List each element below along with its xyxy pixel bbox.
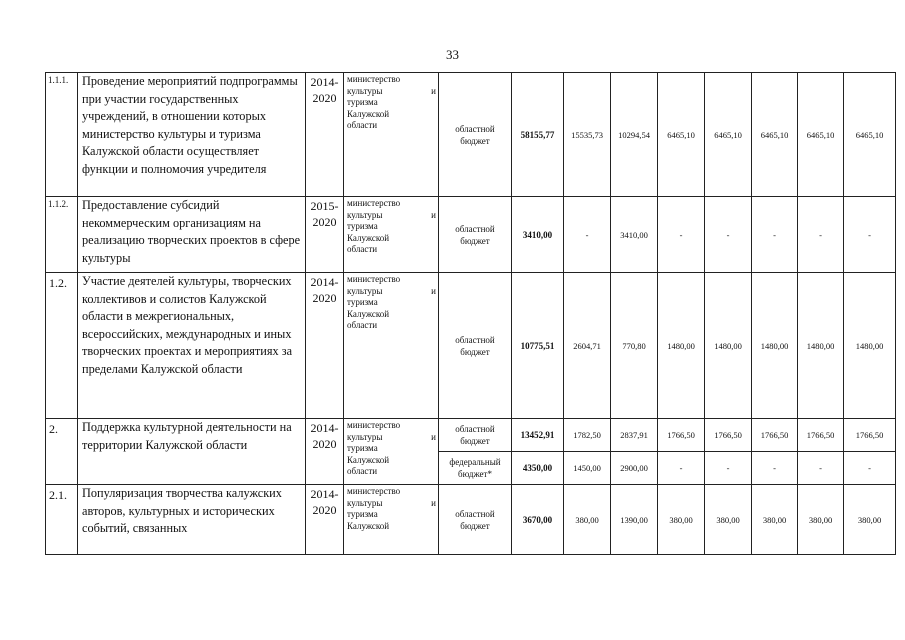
year-amount: 6465,10 xyxy=(705,73,752,197)
activity-title: Популяризация творчества калужских авторов, культурных и исторических событий, связанных xyxy=(78,485,306,555)
row-number: 2. xyxy=(46,419,78,485)
year-amount: 1766,50 xyxy=(798,419,844,452)
funding-source: федеральный бюджет* xyxy=(439,452,512,485)
total-amount: 3670,00 xyxy=(512,485,564,555)
year-amount: 1480,00 xyxy=(844,273,896,419)
year-amount: 380,00 xyxy=(798,485,844,555)
period: 2015- 2020 xyxy=(306,197,344,273)
executor: министерство культуры и туризма Калужской области xyxy=(344,419,439,485)
year-amount: 1480,00 xyxy=(705,273,752,419)
year-amount: - xyxy=(752,452,798,485)
year-amount: 380,00 xyxy=(564,485,611,555)
row-number: 1.2. xyxy=(46,273,78,419)
activity-title: Участие деятелей культуры, творческих коллективов и солистов Калужской области в межрегиональных, всероссийских, международных и иных творческих проектах и мероприятиях за пределами Калужской области xyxy=(78,273,306,419)
total-amount: 58155,77 xyxy=(512,73,564,197)
year-amount: 2604,71 xyxy=(564,273,611,419)
year-amount: 1766,50 xyxy=(752,419,798,452)
year-amount: 6465,10 xyxy=(658,73,705,197)
year-amount: - xyxy=(752,197,798,273)
period: 2014- 2020 xyxy=(306,273,344,419)
year-amount: 15535,73 xyxy=(564,73,611,197)
funding-source: областной бюджет xyxy=(439,273,512,419)
funding-source: областной бюджет xyxy=(439,197,512,273)
year-amount: 1390,00 xyxy=(611,485,658,555)
table-row xyxy=(46,197,896,273)
year-amount: 6465,10 xyxy=(844,73,896,197)
year-amount: - xyxy=(705,452,752,485)
activity-title: Поддержка культурной деятельности на территории Калужской области xyxy=(78,419,306,485)
year-amount: - xyxy=(564,197,611,273)
year-amount: 10294,54 xyxy=(611,73,658,197)
total-amount: 10775,51 xyxy=(512,273,564,419)
year-amount: 1450,00 xyxy=(564,452,611,485)
table-row xyxy=(46,485,896,555)
period: 2014- 2020 xyxy=(306,485,344,555)
period: 2014- 2020 xyxy=(306,73,344,197)
year-amount: 2900,00 xyxy=(611,452,658,485)
year-amount: - xyxy=(658,452,705,485)
year-amount: 380,00 xyxy=(752,485,798,555)
table-row xyxy=(46,73,896,197)
row-number: 1.1.1. xyxy=(46,73,78,197)
funding-source: областной бюджет xyxy=(439,419,512,452)
executor: министерство культуры и туризма Калужской xyxy=(344,485,439,555)
period: 2014- 2020 xyxy=(306,419,344,485)
year-amount: 6465,10 xyxy=(798,73,844,197)
year-amount: - xyxy=(798,197,844,273)
total-amount: 3410,00 xyxy=(512,197,564,273)
year-amount: 1766,50 xyxy=(844,419,896,452)
year-amount: 1480,00 xyxy=(658,273,705,419)
activity-title: Проведение мероприятий подпрограммы при участии государственных учреждений, в отношении которых министерство культуры и туризма Калужской области осуществляет функции и полномочия учредителя xyxy=(78,73,306,197)
year-amount: - xyxy=(658,197,705,273)
page-number: 33 xyxy=(446,47,459,62)
budget-table xyxy=(45,72,896,555)
year-amount: 1766,50 xyxy=(658,419,705,452)
row-number: 2.1. xyxy=(46,485,78,555)
year-amount: 380,00 xyxy=(658,485,705,555)
table-row xyxy=(46,419,896,452)
year-amount: 6465,10 xyxy=(752,73,798,197)
year-amount: 2837,91 xyxy=(611,419,658,452)
year-amount: - xyxy=(844,197,896,273)
table-row xyxy=(46,273,896,419)
year-amount: - xyxy=(798,452,844,485)
year-amount: 1480,00 xyxy=(752,273,798,419)
year-amount: 1766,50 xyxy=(705,419,752,452)
executor: министерство культуры и туризма Калужской области xyxy=(344,73,439,197)
executor: министерство культуры и туризма Калужской области xyxy=(344,197,439,273)
year-amount: 1782,50 xyxy=(564,419,611,452)
row-number: 1.1.2. xyxy=(46,197,78,273)
funding-source: областной бюджет xyxy=(439,73,512,197)
activity-title: Предоставление субсидий некоммерческим организациям на реализацию творческих проектов в сфере культуры xyxy=(78,197,306,273)
year-amount: 3410,00 xyxy=(611,197,658,273)
total-amount: 4350,00 xyxy=(512,452,564,485)
funding-source: областной бюджет xyxy=(439,485,512,555)
executor: министерство культуры и туризма Калужской области xyxy=(344,273,439,419)
total-amount: 13452,91 xyxy=(512,419,564,452)
year-amount: 380,00 xyxy=(705,485,752,555)
year-amount: 1480,00 xyxy=(798,273,844,419)
year-amount: 770,80 xyxy=(611,273,658,419)
year-amount: - xyxy=(844,452,896,485)
year-amount: 380,00 xyxy=(844,485,896,555)
year-amount: - xyxy=(705,197,752,273)
